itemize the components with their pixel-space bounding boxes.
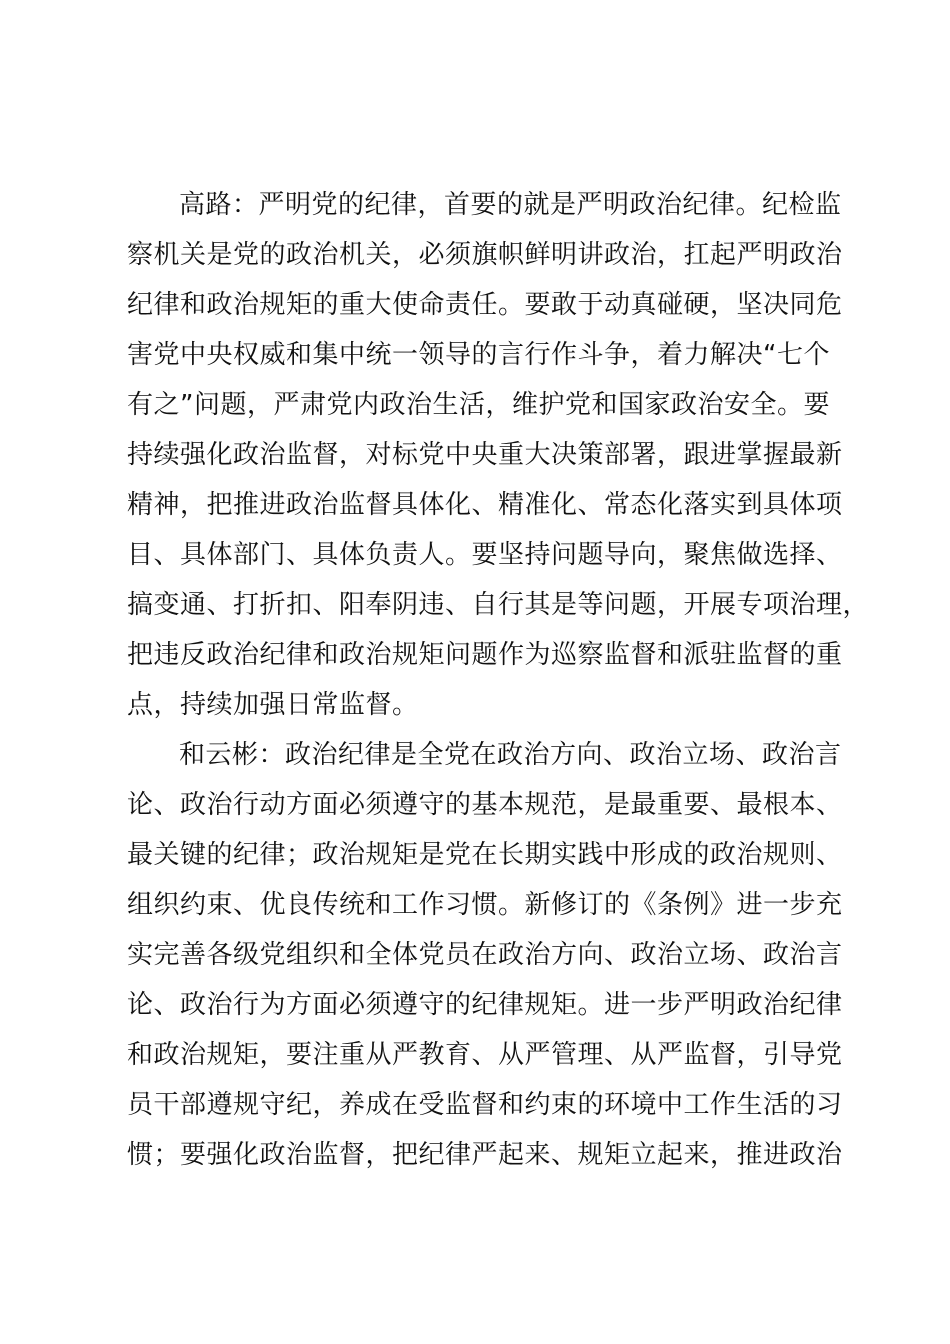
text-line: 目、具体部门、具体负责人。要坚持问题导向，聚焦做选择、 — [127, 540, 843, 570]
text-line: 组织约束、优良传统和工作习惯。新修订的《条例》进一步充 — [127, 890, 843, 920]
text-line: 精神，把推进政治监督具体化、精准化、常态化落实到具体项 — [127, 490, 843, 520]
text-line: 持续强化政治监督，对标党中央重大决策部署，跟进掌握最新 — [127, 440, 843, 470]
text-line: 员干部遵规守纪，养成在受监督和约束的环境中工作生活的习 — [127, 1090, 843, 1120]
document-body — [127, 180, 870, 1180]
paragraph-he-yunbin — [127, 730, 843, 1180]
text-line: 和政治规矩，要注重从严教育、从严管理、从严监督，引导党 — [127, 1040, 843, 1070]
text-line: 害党中央权威和集中统一领导的言行作斗争，着力解决“七个 — [127, 340, 830, 370]
text-line: 实完善各级党组织和全体党员在政治方向、政治立场、政治言 — [127, 940, 843, 970]
text-line: 和云彬：政治纪律是全党在政治方向、政治立场、政治言 — [179, 740, 842, 770]
text-line: 察机关是党的政治机关，必须旗帜鲜明讲政治，扛起严明政治 — [127, 240, 843, 270]
text-line: 论、政治行为方面必须遵守的纪律规矩。进一步严明政治纪律 — [127, 990, 843, 1020]
text-line: 搞变通、打折扣、阳奉阴违、自行其是等问题，开展专项治理， — [127, 590, 870, 620]
text-line: 最关键的纪律；政治规矩是党在长期实践中形成的政治规则、 — [127, 840, 843, 870]
paragraph-gao-lu — [127, 180, 870, 730]
text-line: 把违反政治纪律和政治规矩问题作为巡察监督和派驻监督的重 — [127, 640, 843, 670]
text-line: 论、政治行动方面必须遵守的基本规范，是最重要、最根本、 — [127, 790, 843, 820]
text-line: 高路：严明党的纪律，首要的就是严明政治纪律。纪检监 — [179, 190, 842, 220]
text-line: 点，持续加强日常监督。 — [127, 690, 419, 720]
text-line: 纪律和政治规矩的重大使命责任。要敢于动真碰硬，坚决同危 — [127, 290, 843, 320]
text-line: 惯；要强化政治监督，把纪律严起来、规矩立起来，推进政治 — [127, 1140, 843, 1170]
text-line: 有之”问题，严肃党内政治生活，维护党和国家政治安全。要 — [127, 390, 830, 420]
